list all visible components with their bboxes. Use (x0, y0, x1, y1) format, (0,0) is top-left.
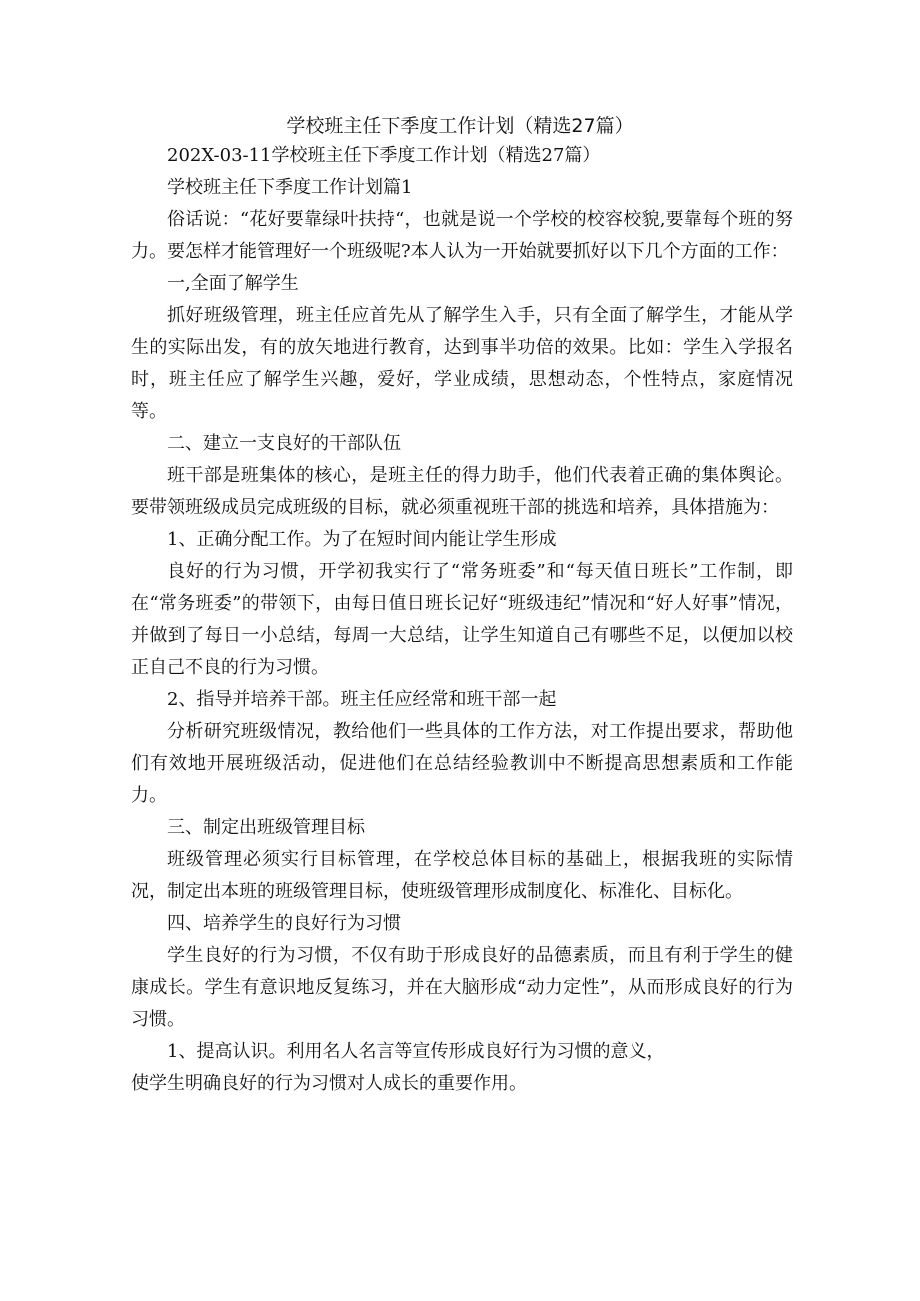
paragraph: 良好的行为习惯，开学初我实行了“常务班委”和“每天值日班长”工作制，即在“常务班委”的带领下，由每日值日班长记好“班级违纪”情况和“好人好事”情况，并做到了每日一小总结，每周一大总结，让学生知道自己有哪些不足，以便加以校正自己不良的行为习惯。 (131, 561, 793, 678)
section-heading: 四、培养学生的良好行为习惯 (167, 913, 401, 934)
date-line: 202X-03-11学校班主任下季度工作计划（精选27篇） (167, 145, 601, 166)
section-heading: 二、建立一支良好的干部队伍 (167, 433, 401, 454)
paragraph: 班级管理必须实行目标管理，在学校总体目标的基础上，根据我班的实际情况，制定出本班的班级管理目标，使班级管理形成制度化、标准化、目标化。 (131, 849, 793, 902)
paragraph: 1、正确分配工作。为了在短时间内能让学生形成 (167, 529, 557, 550)
section-heading: 三、制定出班级管理目标 (167, 817, 365, 838)
paragraph: 学生良好的行为习惯，不仅有助于形成良好的品德素质，而且有利于学生的健康成长。学生有意识地反复练习，并在大脑形成“动力定性”，从而形成良好的行为习惯。 (131, 945, 793, 1030)
section-heading: 学校班主任下季度工作计划篇1 (167, 177, 413, 198)
paragraph: 班干部是班集体的核心，是班主任的得力助手，他们代表着正确的集体舆论。要带领班级成员完成班级的目标，就必须重视班干部的挑选和培养，具体措施为： (131, 465, 793, 518)
paragraph: 1、提高认识。利用名人名言等宣传形成良好行为习惯的意义， (167, 1041, 665, 1062)
section-heading: 一,全面了解学生 (167, 273, 299, 294)
paragraph: 俗话说：“花好要靠绿叶扶持“，也就是说一个学校的校容校貌,要靠每个班的努力。要怎样才能管理好一个班级呢?本人认为一开始就要抓好以下几个方面的工作： (131, 209, 793, 262)
paragraph: 抓好班级管理，班主任应首先从了解学生入手，只有全面了解学生，才能从学生的实际出发，有的放矢地进行教育，达到事半功倍的效果。比如：学生入学报名时，班主任应了解学生兴趣，爱好，学业成绩，思想动态，个性特点，家庭情况等。 (131, 305, 793, 422)
document-title: 学校班主任下季度工作计划（精选27篇） (286, 115, 634, 137)
paragraph: 2、指导并培养干部。班主任应经常和班干部一起 (167, 689, 557, 710)
paragraph: 分析研究班级情况，教给他们一些具体的工作方法，对工作提出要求，帮助他们有效地开展班级活动，促进他们在总结经验教训中不断提高思想素质和工作能力。 (131, 721, 793, 806)
paragraph: 使学生明确良好的行为习惯对人成长的重要作用。 (131, 1073, 527, 1094)
document-body (131, 140, 793, 1100)
